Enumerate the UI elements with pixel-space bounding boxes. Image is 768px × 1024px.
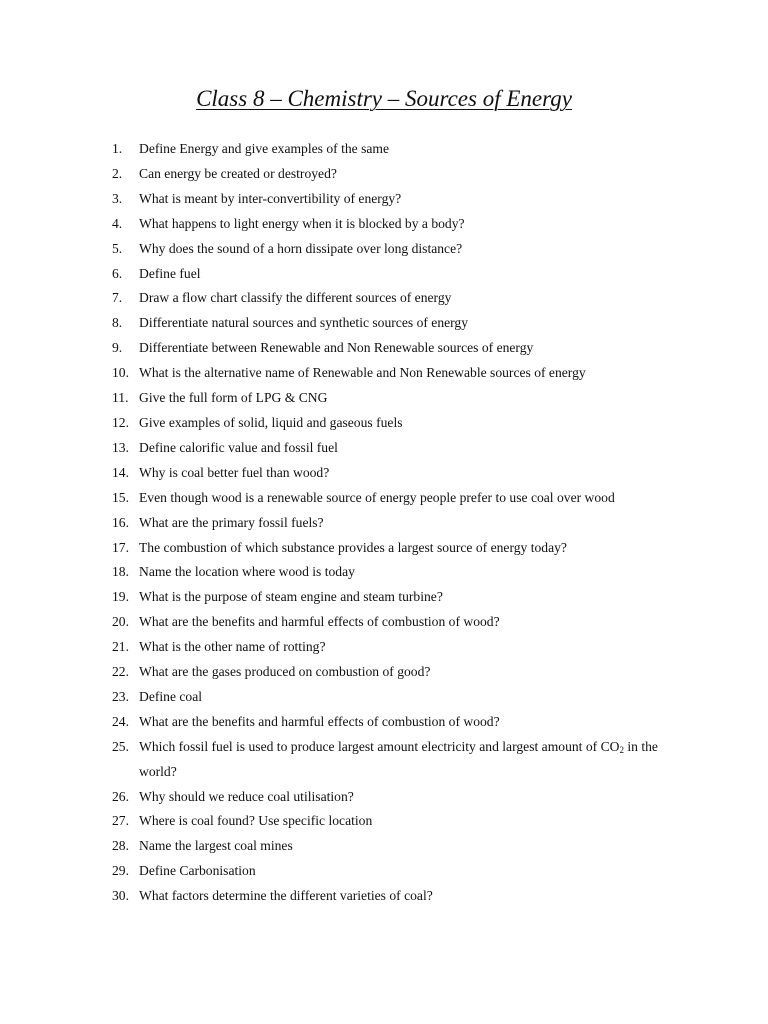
question-text: Give the full form of LPG & CNG: [139, 390, 328, 406]
question-item: [112, 386, 682, 411]
question-number: 12.: [112, 414, 129, 430]
question-item: [112, 660, 682, 685]
question-item: [112, 162, 682, 187]
question-item: [112, 685, 682, 710]
question-item: [112, 336, 682, 361]
question-number: 10.: [112, 365, 129, 381]
question-number: 17.: [112, 539, 129, 555]
question-number: 25.: [112, 738, 129, 754]
question-text: Name the largest coal mines: [139, 838, 293, 854]
question-number: 15.: [112, 489, 129, 505]
question-text: Draw a flow chart classify the different sources of energy: [139, 290, 452, 306]
question-text: What factors determine the different varieties of coal?: [139, 888, 433, 904]
question-number: 24.: [112, 713, 129, 729]
question-item: [112, 809, 682, 834]
question-text: Define Carbonisation: [139, 863, 256, 879]
question-item: [112, 884, 682, 909]
subscript: 2: [619, 744, 624, 755]
question-text: Define Energy and give examples of the same: [139, 141, 390, 156]
question-text: Differentiate between Renewable and Non Renewable sources of energy: [139, 340, 534, 356]
question-number: 3.: [112, 190, 123, 206]
question-item: [112, 262, 682, 287]
question-number: 14.: [112, 464, 129, 480]
question-text: The combustion of which substance provides a largest source of energy today?: [139, 539, 567, 555]
question-text: What is the purpose of steam engine and steam turbine?: [139, 589, 443, 605]
question-number: 11.: [112, 390, 129, 406]
question-item: [112, 286, 682, 311]
question-text: Where is coal found? Use specific location: [139, 813, 373, 829]
question-number: 8.: [112, 315, 123, 331]
page-title: Class 8 – Chemistry – Sources of Energy: [196, 86, 572, 111]
question-item: [112, 461, 682, 486]
question-text: Why should we reduce coal utilisation?: [139, 788, 354, 804]
question-item: [112, 735, 682, 785]
question-item: [112, 137, 682, 162]
question-text: Define fuel: [139, 265, 201, 281]
question-item: [112, 585, 682, 610]
question-text: What are the benefits and harmful effects of combustion of wood?: [139, 614, 500, 630]
question-text: Define calorific value and fossil fuel: [139, 439, 338, 455]
question-text: What are the primary fossil fuels?: [139, 514, 324, 530]
question-item: [112, 411, 682, 436]
question-number: 22.: [112, 664, 129, 680]
question-number: 5.: [112, 240, 123, 256]
question-number: 27.: [112, 813, 129, 829]
question-number: 13.: [112, 439, 129, 455]
question-list: [112, 137, 682, 909]
question-number: 21.: [112, 639, 129, 655]
question-text: What is the other name of rotting?: [139, 639, 326, 655]
question-text: Name the location where wood is today: [139, 564, 355, 580]
question-item: [112, 187, 682, 212]
question-number: 18.: [112, 564, 129, 580]
question-text: Why is coal better fuel than wood?: [139, 464, 330, 480]
question-number: 6.: [112, 265, 123, 281]
question-item: [112, 859, 682, 884]
question-item: [112, 834, 682, 859]
question-item: [112, 511, 682, 536]
question-number: 1.: [112, 141, 123, 156]
question-item: [112, 436, 682, 461]
question-number: 20.: [112, 614, 129, 630]
question-number: 19.: [112, 589, 129, 605]
question-item: [112, 212, 682, 237]
question-text-part: Which fossil fuel is used to produce largest amount electricity and largest amount of CO: [139, 738, 620, 754]
question-text: Why does the sound of a horn dissipate over long distance?: [139, 240, 463, 256]
question-number: 7.: [112, 290, 123, 306]
question-text: What happens to light energy when it is blocked by a body?: [139, 215, 465, 231]
question-text: What is the alternative name of Renewable and Non Renewable sources of energy: [139, 365, 586, 381]
question-item: [112, 560, 682, 585]
question-number: 26.: [112, 788, 129, 804]
question-text: What is meant by inter-convertibility of energy?: [139, 190, 402, 206]
question-item: [112, 610, 682, 635]
question-number: 2.: [112, 165, 123, 181]
question-item: [112, 785, 682, 810]
question-number: 9.: [112, 340, 123, 356]
question-text: Even though wood is a renewable source of energy people prefer to use coal over wood: [139, 489, 615, 505]
question-item: [112, 710, 682, 735]
question-number: 23.: [112, 688, 129, 704]
question-text: Give examples of solid, liquid and gaseous fuels: [139, 414, 403, 430]
question-item: [112, 635, 682, 660]
question-text: [139, 735, 682, 785]
question-item: [112, 237, 682, 262]
question-text: What are the gases produced on combustion of good?: [139, 664, 431, 680]
question-text-part: in the world?: [139, 738, 658, 779]
question-number: 29.: [112, 863, 129, 879]
question-text: Can energy be created or destroyed?: [139, 165, 337, 181]
question-number: 28.: [112, 838, 129, 854]
question-text: Define coal: [139, 688, 203, 704]
question-item: [112, 536, 682, 561]
question-item: [112, 311, 682, 336]
question-number: 4.: [112, 215, 123, 231]
question-item: [112, 361, 682, 386]
question-number: 30.: [112, 888, 129, 904]
question-item: [112, 486, 682, 511]
question-number: 16.: [112, 514, 129, 530]
question-text: What are the benefits and harmful effects of combustion of wood?: [139, 713, 500, 729]
question-text: Differentiate natural sources and synthetic sources of energy: [139, 315, 469, 331]
